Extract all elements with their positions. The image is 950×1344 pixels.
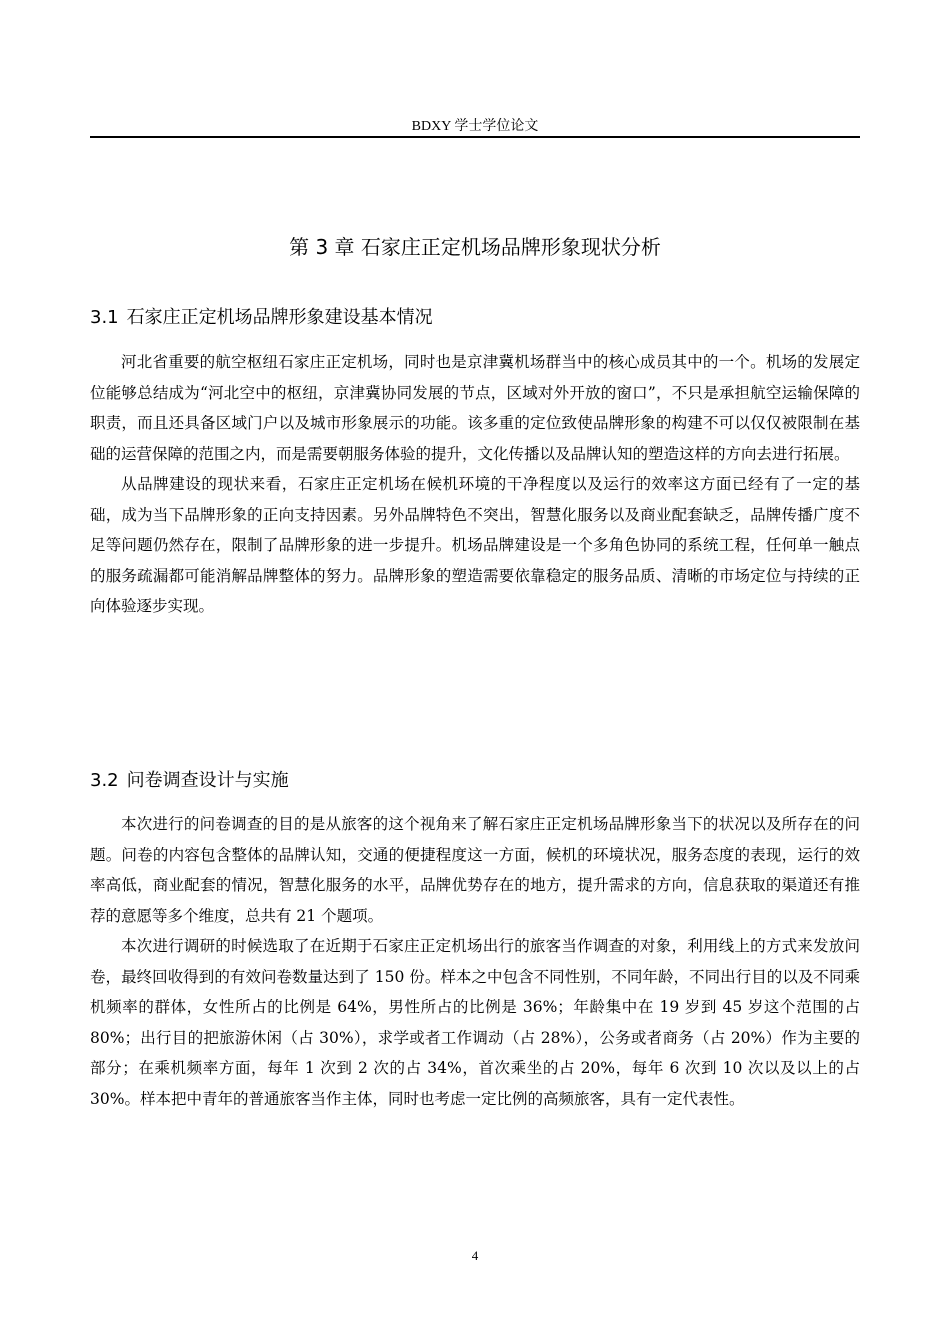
section-number: 3.2 [90, 770, 119, 791]
paragraph: 本次进行的问卷调查的目的是从旅客的这个视角来了解石家庄正定机场品牌形象当下的状况以及所存在的问题。问卷的内容包含整体的品牌认知，交通的便捷程度这一方面，候机的环境状况，服务态度的表现，运行的效率高低，商业配套的情况，智慧化服务的水平，品牌优势存在的地方，提升需求的方向，信息获取的渠道还有推荐的意愿等多个维度，总共有 21 个题项。 [90, 815, 860, 925]
paragraph: 本次进行调研的时候选取了在近期于石家庄正定机场出行的旅客当作调查的对象，利用线上的方式来发放问卷，最终回收得到的有效问卷数量达到了 150 份。样本之中包含不同性别，不同年龄，不同出行目的以及不同乘机频率的群体，女性所占的比例是 64%，男性所占的比例是 36%；年龄集中在 19 岁到 45 岁这个范围的占 80%；出行目的把旅游休闲（占 30%），求学或者工作调动（占 28%），公务或者商务（占 20%）作为主要的部分；在乘机频率方面，每年 1 次到 2 次的占 34%，首次乘坐的占 20%，每年 6 次到 10 次以及以上的占 30%。样本把中青年的普通旅客当作主体，同时也考虑一定比例的高频旅客，具有一定代表性。 [90, 937, 860, 1108]
section-title: 问卷调查设计与实施 [126, 770, 289, 791]
section-heading-3-1 [90, 305, 860, 331]
page-number: 4 [471, 1248, 479, 1263]
header-rule [90, 136, 860, 138]
section-body-3-1 [90, 347, 860, 622]
paragraph: 河北省重要的航空枢纽石家庄正定机场，同时也是京津冀机场群当中的核心成员其中的一个。机场的发展定位能够总结成为“河北空中的枢纽，京津冀协同发展的节点，区域对外开放的窗口”，不只是承担航空运输保障的职责，而且还具备区域门户以及城市形象展示的功能。该多重的定位致使品牌形象的构建不可以仅仅被限制在基础的运营保障的范围之内，而是需要朝服务体验的提升，文化传播以及品牌认知的塑造这样的方向去进行拓展。 [90, 353, 860, 463]
section-heading-3-2 [90, 768, 860, 794]
running-header: BDXY 学士学位论文 [411, 119, 539, 134]
section-body-3-2 [90, 809, 860, 1114]
section-title: 石家庄正定机场品牌形象建设基本情况 [126, 307, 433, 328]
chapter-title: 第 3 章 石家庄正定机场品牌形象现状分析 [289, 235, 661, 259]
paragraph: 从品牌建设的现状来看，石家庄正定机场在候机环境的干净程度以及运行的效率这方面已经有了一定的基础，成为当下品牌形象的正向支持因素。另外品牌特色不突出，智慧化服务以及商业配套缺乏，品牌传播广度不足等问题仍然存在，限制了品牌形象的进一步提升。机场品牌建设是一个多角色协同的系统工程，任何单一触点的服务疏漏都可能消解品牌整体的努力。品牌形象的塑造需要依靠稳定的服务品质、清晰的市场定位与持续的正向体验逐步实现。 [90, 475, 860, 615]
section-number: 3.1 [90, 307, 119, 328]
